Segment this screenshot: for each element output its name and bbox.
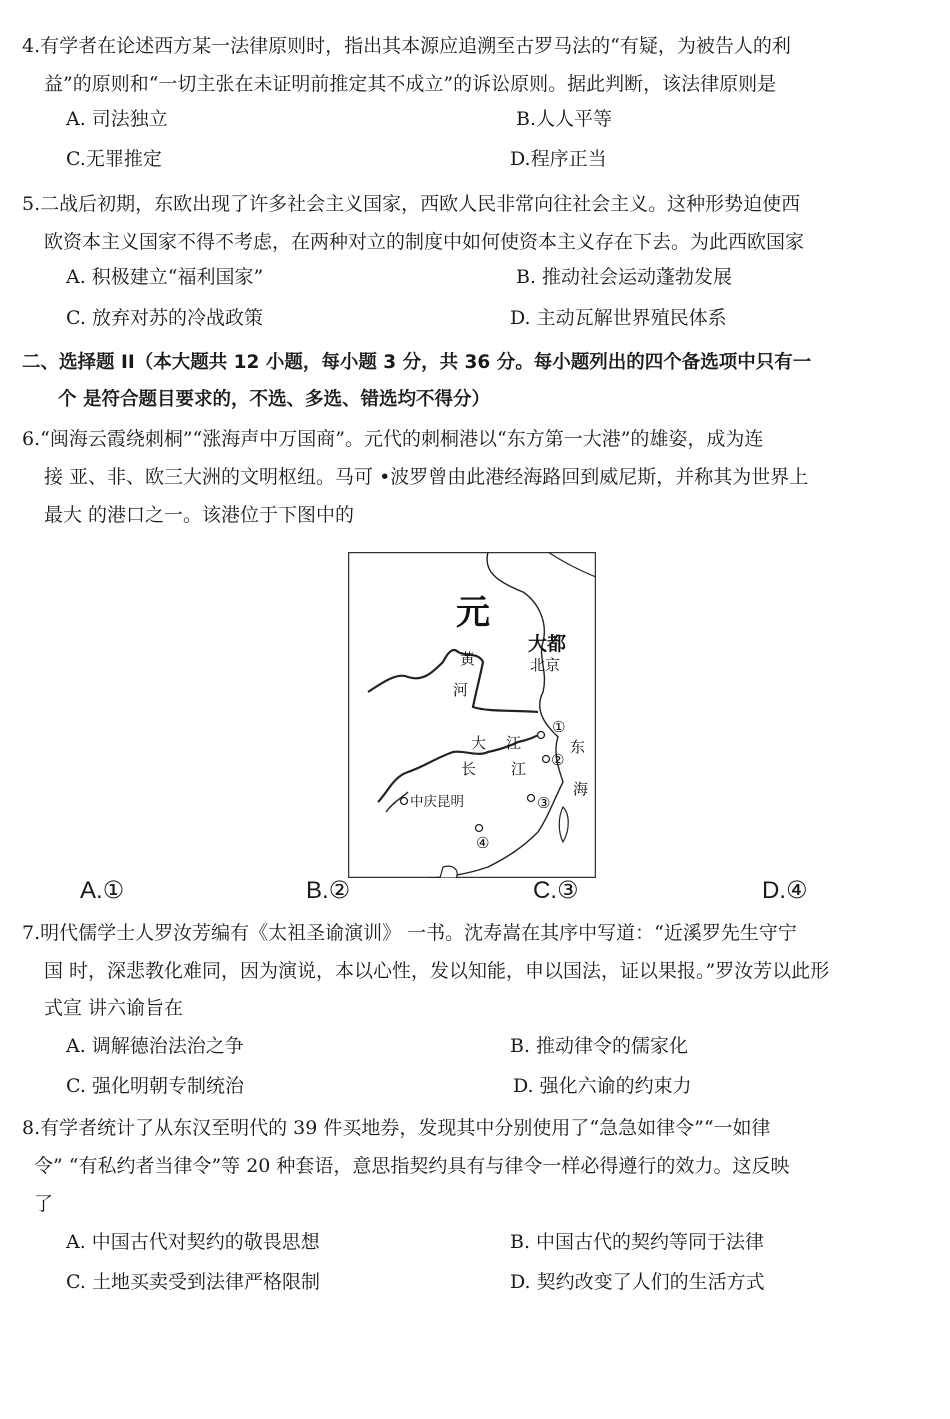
q8-stem-line-1: 8.有学者统计了从东汉至明代的 39 件买地券，发现其中分别使用了“急急如律令”“一如律 bbox=[22, 1117, 771, 1139]
port-label-2: ② bbox=[551, 751, 565, 769]
port-label-1: ① bbox=[552, 718, 566, 736]
map-label-yellow-river-2: 河 bbox=[453, 681, 469, 699]
q8-option-d[interactable]: D. 契约改变了人们的生活方式 bbox=[510, 1271, 765, 1293]
q5-option-b[interactable]: B. 推动社会运动蓬勃发展 bbox=[516, 266, 733, 288]
q4-stem-line-1: 4.有学者在论述西方某一法律原则时，指出其本源应追溯至古罗马法的“有疑，为被告人的利 bbox=[22, 35, 791, 57]
city-marker-kunming bbox=[401, 798, 408, 805]
map-label-capital: 大都 bbox=[528, 633, 567, 655]
q8-stem-line-3: 了 bbox=[34, 1193, 54, 1215]
q4-option-c[interactable]: C.无罪推定 bbox=[66, 148, 162, 170]
q7-option-b[interactable]: B. 推动律令的儒家化 bbox=[510, 1035, 689, 1057]
q8-option-a[interactable]: A. 中国古代对契约的敬畏思想 bbox=[66, 1231, 320, 1253]
q7-option-d[interactable]: D. 强化六谕的约束力 bbox=[513, 1075, 692, 1097]
q6-stem-line-1: 6.“闽海云霞绕刺桐”“涨海声中万国商”。元代的刺桐港以“东方第一大港”的雄姿，成为连 bbox=[22, 428, 764, 450]
q7-stem-line-2: 国 时，深悲教化难同，因为演说，本以心性，发以知能，申以国法，证以果报。”罗汝芳以此形 bbox=[44, 960, 830, 982]
map-label-country: 元 bbox=[456, 593, 490, 633]
q6-option-c[interactable]: C.③ bbox=[533, 877, 579, 904]
port-label-3: ③ bbox=[537, 794, 551, 812]
q4-option-b[interactable]: B.人人平等 bbox=[516, 108, 613, 130]
port-marker-1 bbox=[538, 732, 545, 739]
q5-option-d[interactable]: D. 主动瓦解世界殖民体系 bbox=[510, 307, 727, 329]
q5-stem-line-2: 欧资本主义国家不得不考虑，在两种对立的制度中如何使资本主义存在下去。为此西欧国家 bbox=[44, 231, 805, 253]
q8-stem-line-2: 令” “有私约者当律令”等 20 种套语，意思指契约具有与律令一样必得遵行的效力。这反映 bbox=[34, 1155, 790, 1177]
map-label-yangtze-2: 江 bbox=[506, 734, 522, 752]
q7-option-a[interactable]: A. 调解德治法治之争 bbox=[66, 1035, 244, 1057]
q6-option-a[interactable]: A.① bbox=[80, 877, 125, 904]
map-label-sea-2: 海 bbox=[573, 780, 589, 798]
map-label-capital-modern: 北京 bbox=[530, 656, 561, 674]
q5-option-c[interactable]: C. 放弃对苏的冷战政策 bbox=[66, 307, 263, 329]
q4-stem-line-2: 益”的原则和“一切主张在未证明前推定其不成立”的诉讼原则。据此判断，该法律原则是 bbox=[44, 73, 777, 95]
map-label-sea-1: 东 bbox=[570, 738, 586, 756]
hainan-island bbox=[440, 866, 457, 878]
map-label-yellow-river-1: 黄 bbox=[460, 650, 476, 668]
port-label-4: ④ bbox=[476, 834, 490, 852]
q5-stem-line-1: 5.二战后初期，东欧出现了许多社会主义国家，西欧人民非常向往社会主义。这种形势迫使西 bbox=[22, 193, 801, 215]
map-label-kunming: 中庆昆明 bbox=[410, 794, 464, 810]
q6-option-b[interactable]: B.② bbox=[306, 877, 351, 904]
q6-stem-line-3: 最大 的港口之一。该港位于下图中的 bbox=[44, 504, 355, 526]
q4-option-a[interactable]: A. 司法独立 bbox=[66, 108, 168, 130]
map-label-yangtze-4: 江 bbox=[511, 760, 527, 778]
q7-stem-line-1: 7.明代儒学士人罗汝芳编有《太祖圣谕演训》 一书。沈寿嵩在其序中写道：“近溪罗先生守宁 bbox=[22, 922, 797, 944]
q6-stem-line-2: 接 亚、非、欧三大洲的文明枢纽。马可 •波罗曾由此港经海路回到威尼斯，并称其为世界上 bbox=[44, 466, 809, 488]
q6-option-d[interactable]: D.④ bbox=[762, 877, 808, 904]
port-marker-2 bbox=[543, 756, 550, 763]
q8-option-c[interactable]: C. 土地买卖受到法律严格限制 bbox=[66, 1271, 320, 1293]
section-2-header-line-2: 个 是符合题目要求的，不选、多选、错选均不得分） bbox=[58, 389, 490, 410]
q7-option-c[interactable]: C. 强化明朝专制统治 bbox=[66, 1075, 244, 1097]
q4-option-d[interactable]: D.程序正当 bbox=[510, 148, 607, 170]
q7-stem-line-3: 式宣 讲六谕旨在 bbox=[44, 997, 184, 1019]
section-2-header-line-1: 二、选择题 II（本大题共 12 小题，每小题 3 分，共 36 分。每小题列出的四个备选项中只有一 bbox=[22, 352, 812, 373]
q5-option-a[interactable]: A. 积极建立“福利国家” bbox=[66, 266, 264, 288]
map-label-yangtze-1: 大 bbox=[471, 734, 487, 752]
port-marker-3 bbox=[528, 795, 535, 802]
map-label-yangtze-3: 长 bbox=[461, 760, 477, 778]
port-marker-4 bbox=[476, 825, 483, 832]
yuan-dynasty-map bbox=[348, 552, 596, 878]
q8-option-b[interactable]: B. 中国古代的契约等同于法律 bbox=[510, 1231, 765, 1253]
